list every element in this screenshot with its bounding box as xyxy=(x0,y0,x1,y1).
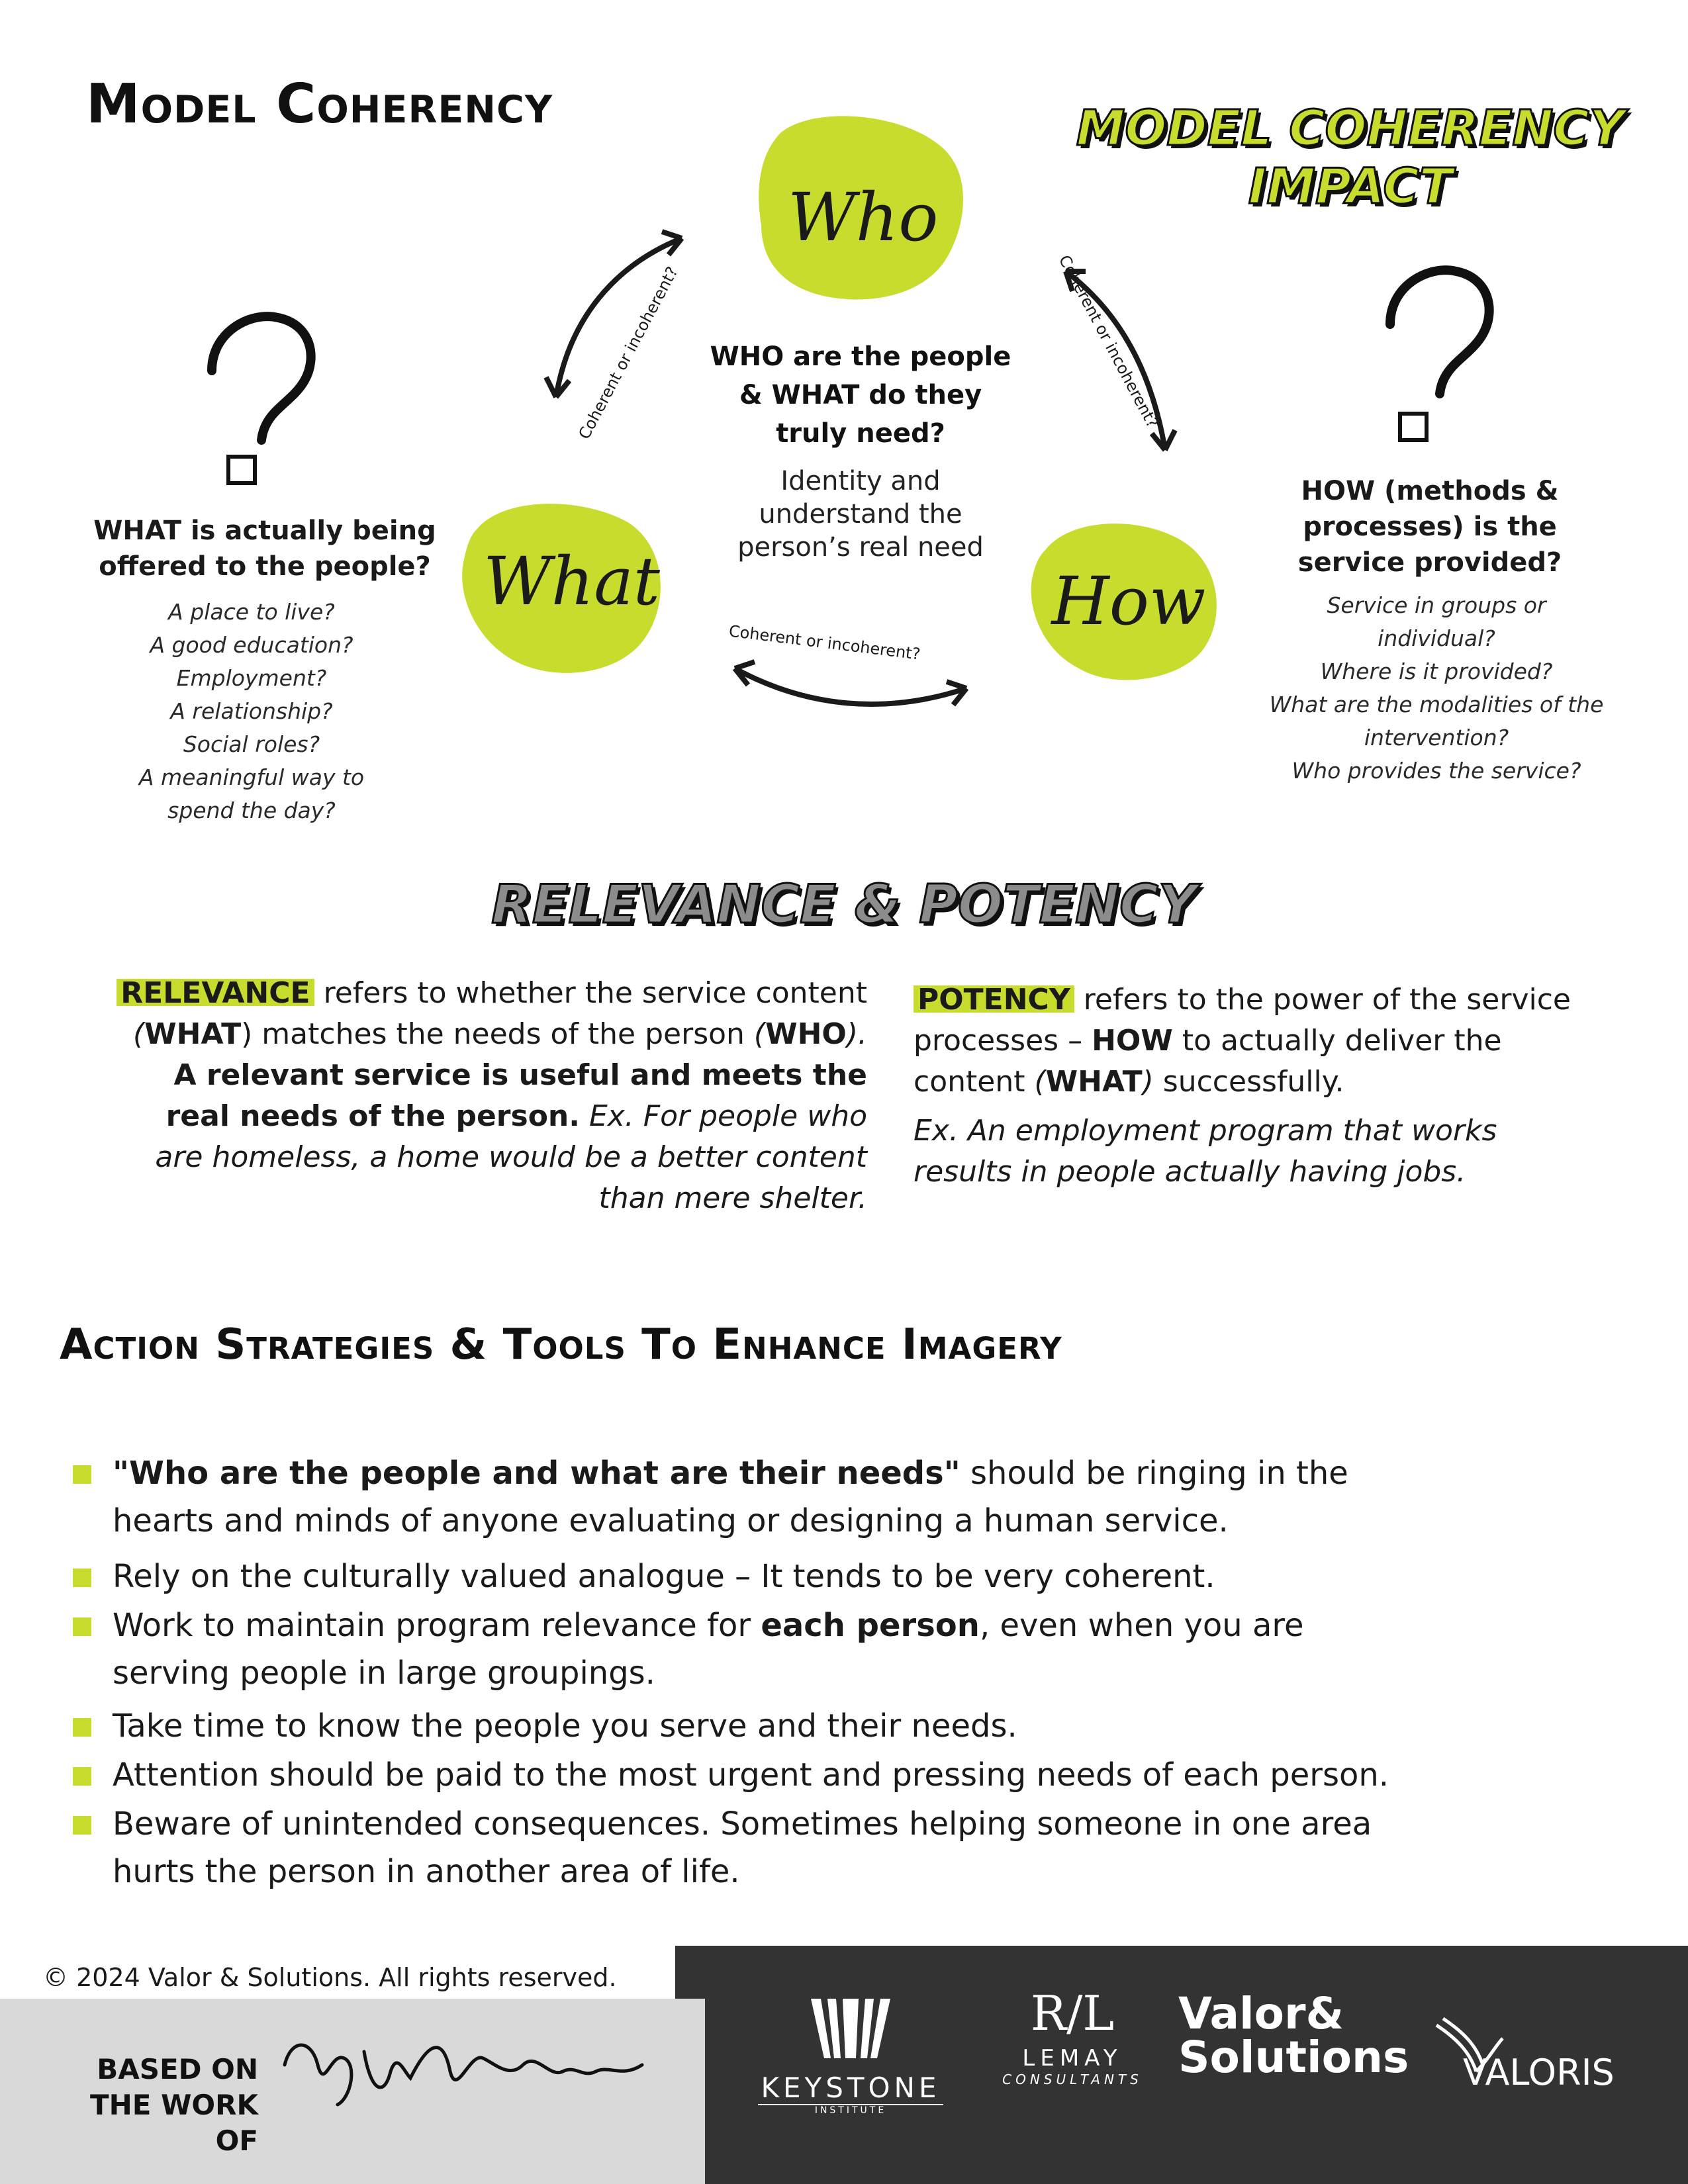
valor-solutions-logo xyxy=(1178,1988,1409,2083)
keystone-sub: INSTITUTE xyxy=(758,2104,943,2116)
copyright: © 2024 Valor & Solutions. All rights reserved. xyxy=(43,1963,617,1992)
center-sub-line: person’s real need xyxy=(737,532,984,563)
valor-line: Valor& xyxy=(1178,1988,1344,2039)
list-item: spend the day? xyxy=(167,797,336,823)
center-sub-line: Identity and xyxy=(780,466,941,496)
lemay-sub: CONSULTANTS xyxy=(1002,2071,1143,2087)
what-heading-line: WHAT is actually being xyxy=(93,516,436,546)
solutions-line: Solutions xyxy=(1178,2032,1409,2083)
keystone-logo xyxy=(758,2071,943,2116)
bullet-square-icon xyxy=(73,1569,91,1587)
arrow-label-what-how: Coherent or incoherent? xyxy=(727,621,921,664)
potency-text: to actually deliver the xyxy=(1172,1024,1502,1058)
relevance-line2 xyxy=(60,1014,867,1055)
what-label: What xyxy=(483,543,660,620)
potency-line1 xyxy=(914,979,1642,1021)
potency-text: processes – xyxy=(914,1024,1092,1058)
relevance-example: Ex. For people who xyxy=(579,1099,867,1133)
relevance-term: RELEVANCE xyxy=(117,976,314,1010)
relevance-text: refers to whether the service content xyxy=(314,976,867,1010)
how-heading-line: HOW (methods & xyxy=(1301,476,1559,506)
based-on-label xyxy=(73,2052,258,2159)
how-term: HOW xyxy=(1092,1024,1173,1058)
lemay-logo xyxy=(980,1985,1165,2087)
bullet-bold: each person xyxy=(761,1607,980,1644)
relevance-example: than mere shelter. xyxy=(598,1181,867,1215)
valoris-logo: VALORIS xyxy=(1463,2052,1615,2093)
list-item: What are the modalities of the xyxy=(1269,692,1604,717)
keystone-logo-icon xyxy=(804,1992,897,2065)
list-item: intervention? xyxy=(1364,725,1509,751)
list-item: A meaningful way to xyxy=(138,764,365,790)
potency-line2 xyxy=(914,1021,1642,1062)
center-question xyxy=(682,338,1039,453)
relevance-line1 xyxy=(60,973,867,1014)
bullet-text: Take time to know the people you serve and their needs. xyxy=(113,1707,1017,1745)
signature-image xyxy=(271,2012,669,2144)
who-term: WHO xyxy=(765,1017,847,1051)
question-mark-icon-right xyxy=(1390,270,1489,440)
bullet-text: should be ringing in the xyxy=(960,1455,1348,1492)
list-item: Who provides the service? xyxy=(1291,758,1581,784)
how-panel-heading xyxy=(1258,473,1602,580)
center-question-line: truly need? xyxy=(776,418,945,449)
bullet-item xyxy=(73,1449,1496,1545)
list-item: Social roles? xyxy=(183,731,320,757)
bullet-text: Rely on the culturally valued analogue – It tends to be very coherent. xyxy=(113,1558,1215,1595)
potency-text: refers to the power of the service xyxy=(1074,983,1571,1017)
list-item: Service in groups or xyxy=(1327,592,1546,618)
potency-paragraph xyxy=(914,979,1642,1193)
bullet-item xyxy=(73,1602,1496,1697)
who-label: Who xyxy=(788,179,939,256)
potency-text: content xyxy=(914,1065,1035,1099)
potency-example: results in people actually having jobs. xyxy=(914,1155,1466,1189)
arrow-label-who-how: Coherent or incoherent? xyxy=(1055,251,1162,432)
paren: ( xyxy=(132,1017,145,1051)
relevance-text: ) matches the needs of the person xyxy=(241,1017,754,1051)
list-item: Where is it provided? xyxy=(1320,659,1553,684)
how-heading-line: processes) is the xyxy=(1303,512,1557,542)
relevance-line5 xyxy=(60,1137,867,1178)
bullet-text: hearts and minds of anyone evaluating or designing a human service. xyxy=(113,1502,1229,1539)
bullet-square-icon xyxy=(73,1816,91,1835)
bullet-text: , even when you are xyxy=(979,1607,1304,1644)
bullet-bold: "Who are the people and what are their needs" xyxy=(113,1455,961,1492)
relevance-example: are homeless, a home would be a better content xyxy=(155,1140,867,1174)
center-question-line: & WHAT do they xyxy=(739,380,982,410)
potency-text: successfully. xyxy=(1153,1065,1344,1099)
based-on-line: BASED ON xyxy=(97,2053,258,2085)
relevance-paragraph xyxy=(60,973,867,1219)
relevance-bold: real needs of the person. xyxy=(165,1099,580,1133)
potency-line3 xyxy=(914,1062,1642,1103)
potency-example: Ex. An employment program that works xyxy=(914,1114,1497,1148)
center-sub-line: understand the xyxy=(759,499,962,529)
list-item: A good education? xyxy=(150,632,353,658)
bullet-text: Attention should be paid to the most urgent and pressing needs of each person. xyxy=(113,1756,1389,1794)
relevance-line4 xyxy=(60,1096,867,1137)
impact-title-line1: MODEL COHERENCY xyxy=(1076,100,1625,157)
potency-line4 xyxy=(914,1111,1642,1152)
center-question-line: WHO are the people xyxy=(710,341,1011,372)
bullet-item xyxy=(73,1553,1496,1600)
based-on-line: THE WORK OF xyxy=(89,2089,258,2157)
list-item: A place to live? xyxy=(168,599,335,625)
bullet-text: serving people in large groupings. xyxy=(113,1655,655,1692)
how-heading-line: service provided? xyxy=(1297,547,1562,578)
arrow-label-who-what: Coherent or incoherent? xyxy=(575,263,682,443)
bullet-square-icon xyxy=(73,1718,91,1737)
what-panel-heading xyxy=(79,513,450,584)
impact-title-line2: IMPACT xyxy=(1248,158,1453,215)
list-item: Employment? xyxy=(176,665,327,691)
center-subtext xyxy=(682,465,1039,564)
lemay-name: LEMAY xyxy=(1022,2045,1123,2071)
paren: ) xyxy=(1142,1065,1154,1099)
what-heading-line: offered to the people? xyxy=(99,551,431,582)
bullet-square-icon xyxy=(73,1767,91,1786)
bullet-item xyxy=(73,1800,1496,1895)
bullet-text: Beware of unintended consequences. Sometimes helping someone in one area xyxy=(113,1805,1372,1843)
relevance-line6 xyxy=(60,1178,867,1219)
bullet-square-icon xyxy=(73,1465,91,1484)
arrow-what-how xyxy=(735,668,966,704)
bullet-text: hurts the person in another area of life. xyxy=(113,1853,740,1890)
action-title: Action Strategies & Tools To Enhance Imagery xyxy=(60,1320,1062,1369)
list-item: A relationship? xyxy=(170,698,333,724)
bullet-square-icon xyxy=(73,1617,91,1636)
potency-term: POTENCY xyxy=(914,983,1074,1017)
paren: ( xyxy=(1034,1065,1046,1099)
potency-line5 xyxy=(914,1152,1642,1193)
page-title: Model Coherency xyxy=(86,73,553,136)
how-label: How xyxy=(1051,563,1206,640)
relevance-line3 xyxy=(60,1055,867,1096)
what-term: WHAT xyxy=(144,1017,242,1051)
what-panel-list xyxy=(99,596,404,827)
what-term: WHAT xyxy=(1045,1065,1143,1099)
keystone-name: KEYSTONE xyxy=(761,2071,941,2104)
paren: ( xyxy=(753,1017,766,1051)
how-panel-list xyxy=(1244,589,1628,788)
relevance-potency-title: RELEVANCE & POTENCY xyxy=(491,874,1197,935)
relevance-bold: A relevant service is useful and meets the xyxy=(173,1058,867,1092)
question-mark-icon-left xyxy=(212,316,311,483)
bullet-item xyxy=(73,1702,1496,1750)
bullet-text: Work to maintain program relevance for xyxy=(113,1607,761,1644)
bullet-item xyxy=(73,1751,1496,1799)
lemay-mark: R/L xyxy=(1030,1985,1115,2041)
paren: ). xyxy=(846,1017,867,1051)
list-item: individual? xyxy=(1378,625,1495,651)
